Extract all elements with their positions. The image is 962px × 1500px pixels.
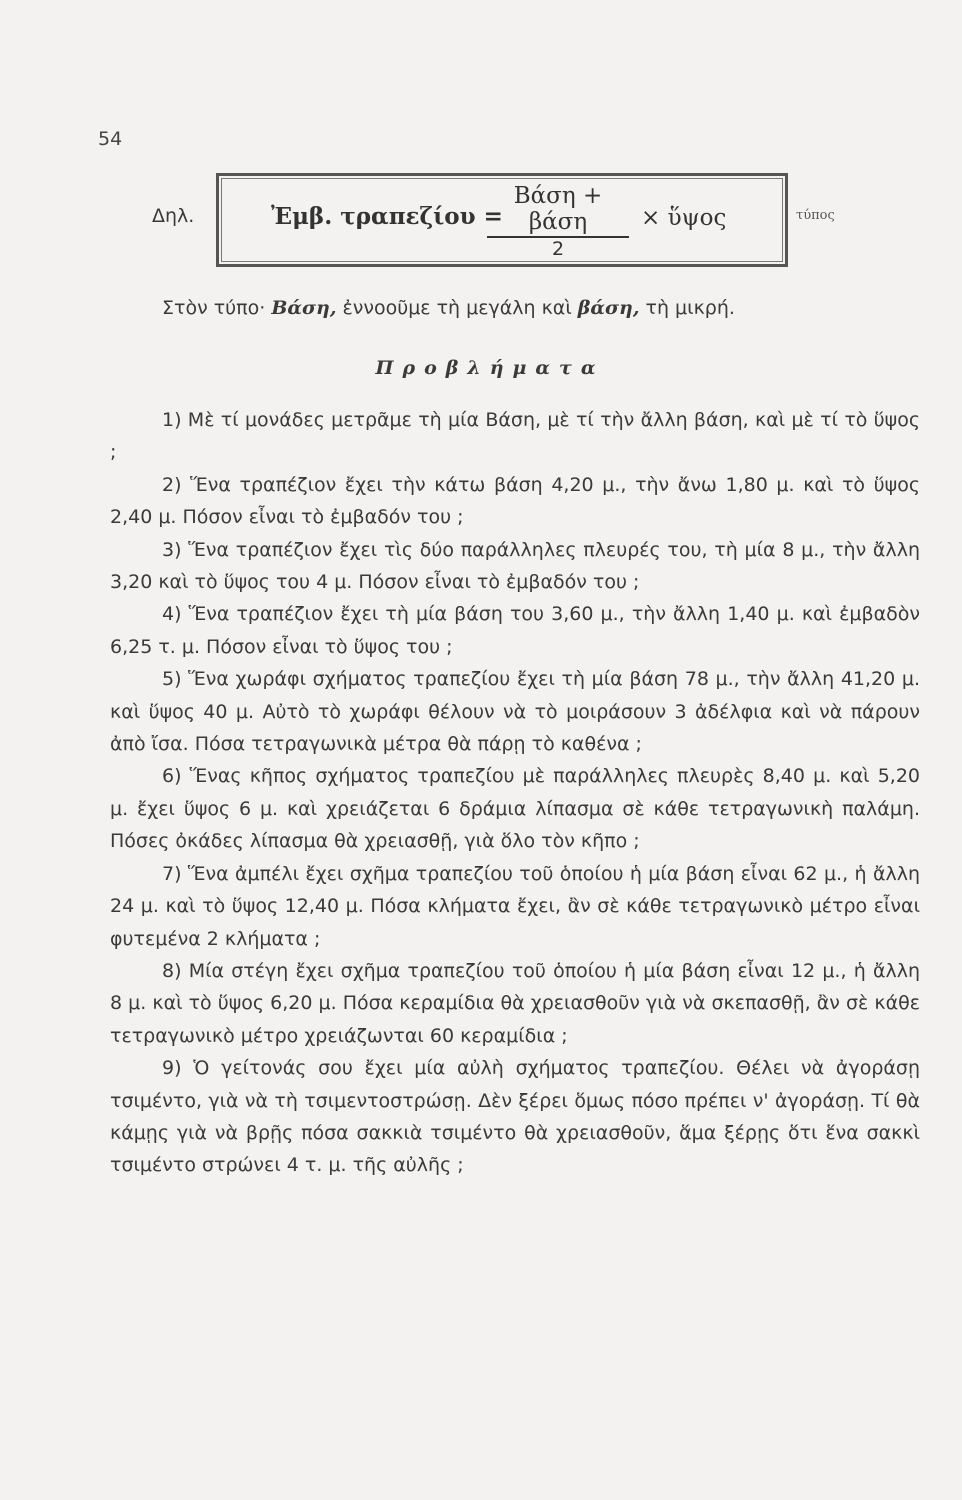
note-term-1: Βάση, bbox=[271, 297, 337, 319]
problem-item: 1) Μὲ τί μονάδες μετρᾶμε τὴ μία Βάση, μὲ τί τὴν ἄλλη βάση, καὶ μὲ τί τὸ ὕψος ; bbox=[110, 409, 920, 464]
page-number: 54 bbox=[98, 128, 123, 150]
formula-box bbox=[216, 173, 788, 267]
problem-item: 9) Ὁ γείτονάς σου ἔχει μία αὐλὴ σχήματος τραπεζίου. Θέλει νὰ ἀγοράσῃ τσιμέντο, γιὰ νὰ τὴ τσιμεντοστρώσῃ. Δὲν ξέρει ὅμως πόσο πρέπει ν' ἀγοράσῃ. Τί θὰ κάμῃς γιὰ νὰ βρῇς πόσα σακκιὰ τσιμέντο θὰ χρειασθοῦν, ἅμα ξέρῃς ὅτι ἕνα σακκὶ τσιμέντο στρώνει 4 τ. μ. τῆς αὐλῆς ; bbox=[110, 1057, 920, 1177]
fraction-denominator: 2 bbox=[551, 238, 565, 260]
problem-item: 3) Ἕνα τραπέζιον ἔχει τὶς δύο παράλληλες πλευρές του, τὴ μία 8 μ., τὴν ἄλλη 3,20 καὶ τὸ ὕψος του 4 μ. Πόσον εἶναι τὸ ἐμβαδόν του ; bbox=[110, 538, 920, 594]
note-text-2: ἐννοοῦμε τὴ μεγάλη καὶ bbox=[342, 297, 572, 319]
formula-rhs: × ὕψος bbox=[641, 205, 727, 231]
problem-item: 2) Ἕνα τραπέζιον ἔχει τὴν κάτω βάση 4,20 μ., τὴν ἄνω 1,80 μ. καὶ τὸ ὕψος 2,40 μ. Πόσον εἶναι τὸ ἐμβαδόν του ; bbox=[110, 473, 920, 529]
formula-note bbox=[162, 297, 735, 319]
formula-prefix: Δηλ. bbox=[152, 205, 195, 227]
problems-heading: Προβλήματα bbox=[375, 357, 605, 379]
problems-list bbox=[110, 404, 920, 1182]
note-text-1: Στὸν τύπο· bbox=[162, 297, 266, 319]
problem-item: 5) Ἕνα χωράφι σχήματος τραπεζίου ἔχει τὴ μία βάση 78 μ., τὴν ἄλλη 41,20 μ. καὶ ὕψος 40 μ. Αὐτὸ τὸ χωράφι θέλουν νὰ τὸ μοιράσουν 3 ἀδέλφια καὶ νὰ πάρουν ἀπὸ ἴσα. Πόσα τετραγωνικὰ μέτρα θὰ πάρῃ τὸ καθένα ; bbox=[110, 668, 920, 756]
formula-row bbox=[0, 170, 962, 280]
formula-lhs: Ἐμβ. τραπεζίου = bbox=[271, 203, 503, 230]
problem-item: 4) Ἕνα τραπέζιον ἔχει τὴ μία βάση του 3,60 μ., τὴν ἄλλη 1,40 μ. καὶ ἐμβαδὸν 6,25 τ. μ. Πόσον εἶναι τὸ ὕψος του ; bbox=[110, 603, 920, 658]
formula-fraction bbox=[487, 183, 629, 260]
note-text-3: τὴ μικρή. bbox=[645, 297, 735, 319]
problem-item: 6) Ἕνας κῆπος σχήματος τραπεζίου μὲ παράλληλες πλευρὲς 8,40 μ. καὶ 5,20 μ. ἔχει ὕψος 6 μ. καὶ χρειάζεται 6 δράμια λίπασμα σὲ κάθε τετραγωνικὴ παλάμη. Πόσες ὀκάδες λίπασμα θὰ χρειασθῇ, γιὰ ὅλο τὸν κῆπο ; bbox=[110, 765, 920, 853]
note-term-2: βάση, bbox=[577, 297, 640, 319]
problem-item: 8) Μία στέγη ἔχει σχῆμα τραπεζίου τοῦ ὁποίου ἡ μία βάση εἶναι 12 μ., ἡ ἄλλη 8 μ. καὶ τὸ ὕψος 6,20 μ. Πόσα κεραμίδια θὰ χρειασθοῦν γιὰ νὰ σκεπασθῇ, ἂν σὲ κάθε τετραγωνικὸ μέτρο χρειάζωνται 60 κεραμίδια ; bbox=[110, 959, 920, 1047]
problem-item: 7) Ἕνα ἀμπέλι ἔχει σχῆμα τραπεζίου τοῦ ὁποίου ἡ μία βάση εἶναι 62 μ., ἡ ἄλλη 24 μ. καὶ τὸ ὕψος 12,40 μ. Πόσα κλήματα ἔχει, ἂν σὲ κάθε τετραγωνικὸ μέτρο εἶναι φυτεμένα 2 κλήματα ; bbox=[110, 862, 920, 950]
formula-side-label: τύπος bbox=[796, 208, 835, 223]
fraction-numerator: Βάση + βάση bbox=[487, 183, 629, 238]
